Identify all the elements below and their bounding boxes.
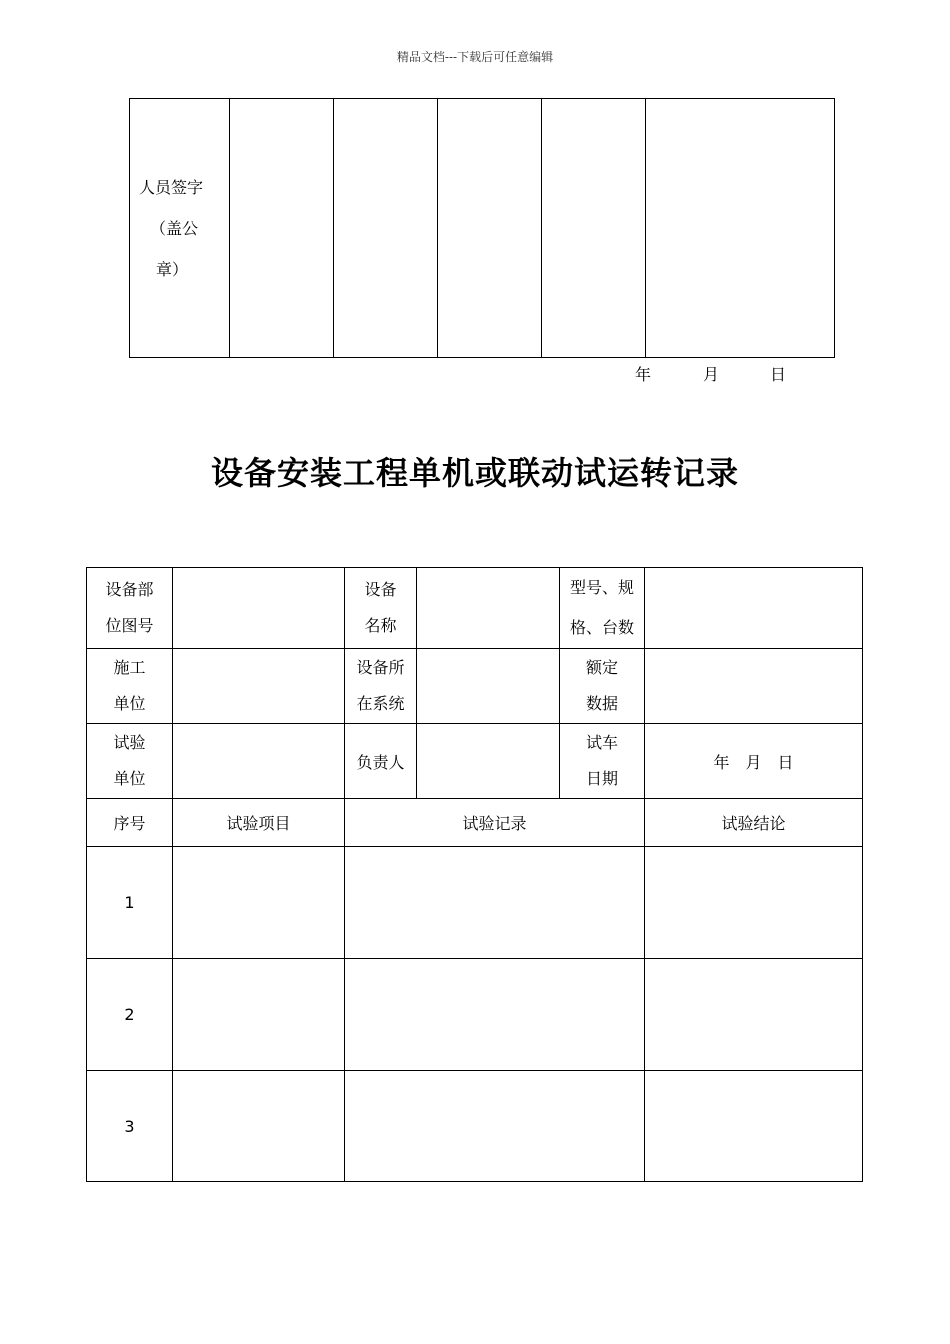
date-day: 日 (770, 365, 787, 384)
test-conclusion-cell[interactable] (645, 1071, 863, 1182)
column-header-test-conclusion: 试验结论 (645, 799, 863, 847)
value-test-unit[interactable] (173, 724, 345, 799)
test-item-cell[interactable] (173, 959, 345, 1071)
row-number: 3 (87, 1071, 173, 1182)
row-number: 2 (87, 959, 173, 1071)
value-rated-data[interactable] (645, 649, 863, 724)
signature-label-cell (130, 99, 230, 358)
label-equipment-drawing: 设备部 位图号 (87, 568, 173, 649)
value-construction-unit[interactable] (173, 649, 345, 724)
value-equipment-name[interactable] (417, 568, 560, 649)
signature-cell-3[interactable] (438, 99, 542, 358)
row-number: 1 (87, 847, 173, 959)
test-record-cell[interactable] (345, 847, 645, 959)
value-model-spec[interactable] (645, 568, 863, 649)
column-header-test-record: 试验记录 (345, 799, 645, 847)
test-record-cell[interactable] (345, 1071, 645, 1182)
date-year: 年 (635, 365, 652, 384)
signature-label-line1: 人员签字 (139, 177, 204, 197)
table-row (87, 959, 863, 1071)
label-person-in-charge: 负责人 (345, 724, 417, 799)
value-person-in-charge[interactable] (417, 724, 560, 799)
signature-label-line3: 章） (156, 259, 189, 279)
test-item-cell[interactable] (173, 1071, 345, 1182)
column-header-seq: 序号 (87, 799, 173, 847)
test-record-cell[interactable] (345, 959, 645, 1071)
test-item-cell[interactable] (173, 847, 345, 959)
signature-cell-1[interactable] (230, 99, 334, 358)
value-equipment-drawing[interactable] (173, 568, 345, 649)
signature-cell-2[interactable] (334, 99, 438, 358)
label-model-spec: 型号、规 格、台数 (560, 568, 645, 649)
table-header-row (87, 799, 863, 847)
test-conclusion-cell[interactable] (645, 847, 863, 959)
table-row (87, 568, 863, 649)
value-test-date[interactable]: 年 月 日 (645, 724, 863, 799)
record-table (86, 567, 863, 1182)
signature-cell-5[interactable] (646, 99, 835, 358)
label-equipment-name: 设备 名称 (345, 568, 417, 649)
signature-table (129, 98, 835, 358)
signature-label-line2: （盖公 (150, 218, 199, 238)
page-title: 设备安装工程单机或联动试运转记录 (210, 454, 739, 492)
label-equipment-system: 设备所 在系统 (345, 649, 417, 724)
value-equipment-system[interactable] (417, 649, 560, 724)
table-row (87, 649, 863, 724)
label-test-date: 试车 日期 (560, 724, 645, 799)
table-row (87, 1071, 863, 1182)
table-row (87, 847, 863, 959)
table-row (87, 724, 863, 799)
label-construction-unit: 施工 单位 (87, 649, 173, 724)
label-rated-data: 额定 数据 (560, 649, 645, 724)
signature-cell-4[interactable] (542, 99, 646, 358)
label-test-unit: 试验 单位 (87, 724, 173, 799)
header-note: 精品文档---下载后可任意编辑 (396, 50, 554, 64)
date-month: 月 (703, 365, 720, 384)
test-conclusion-cell[interactable] (645, 959, 863, 1071)
column-header-test-item: 试验项目 (173, 799, 345, 847)
